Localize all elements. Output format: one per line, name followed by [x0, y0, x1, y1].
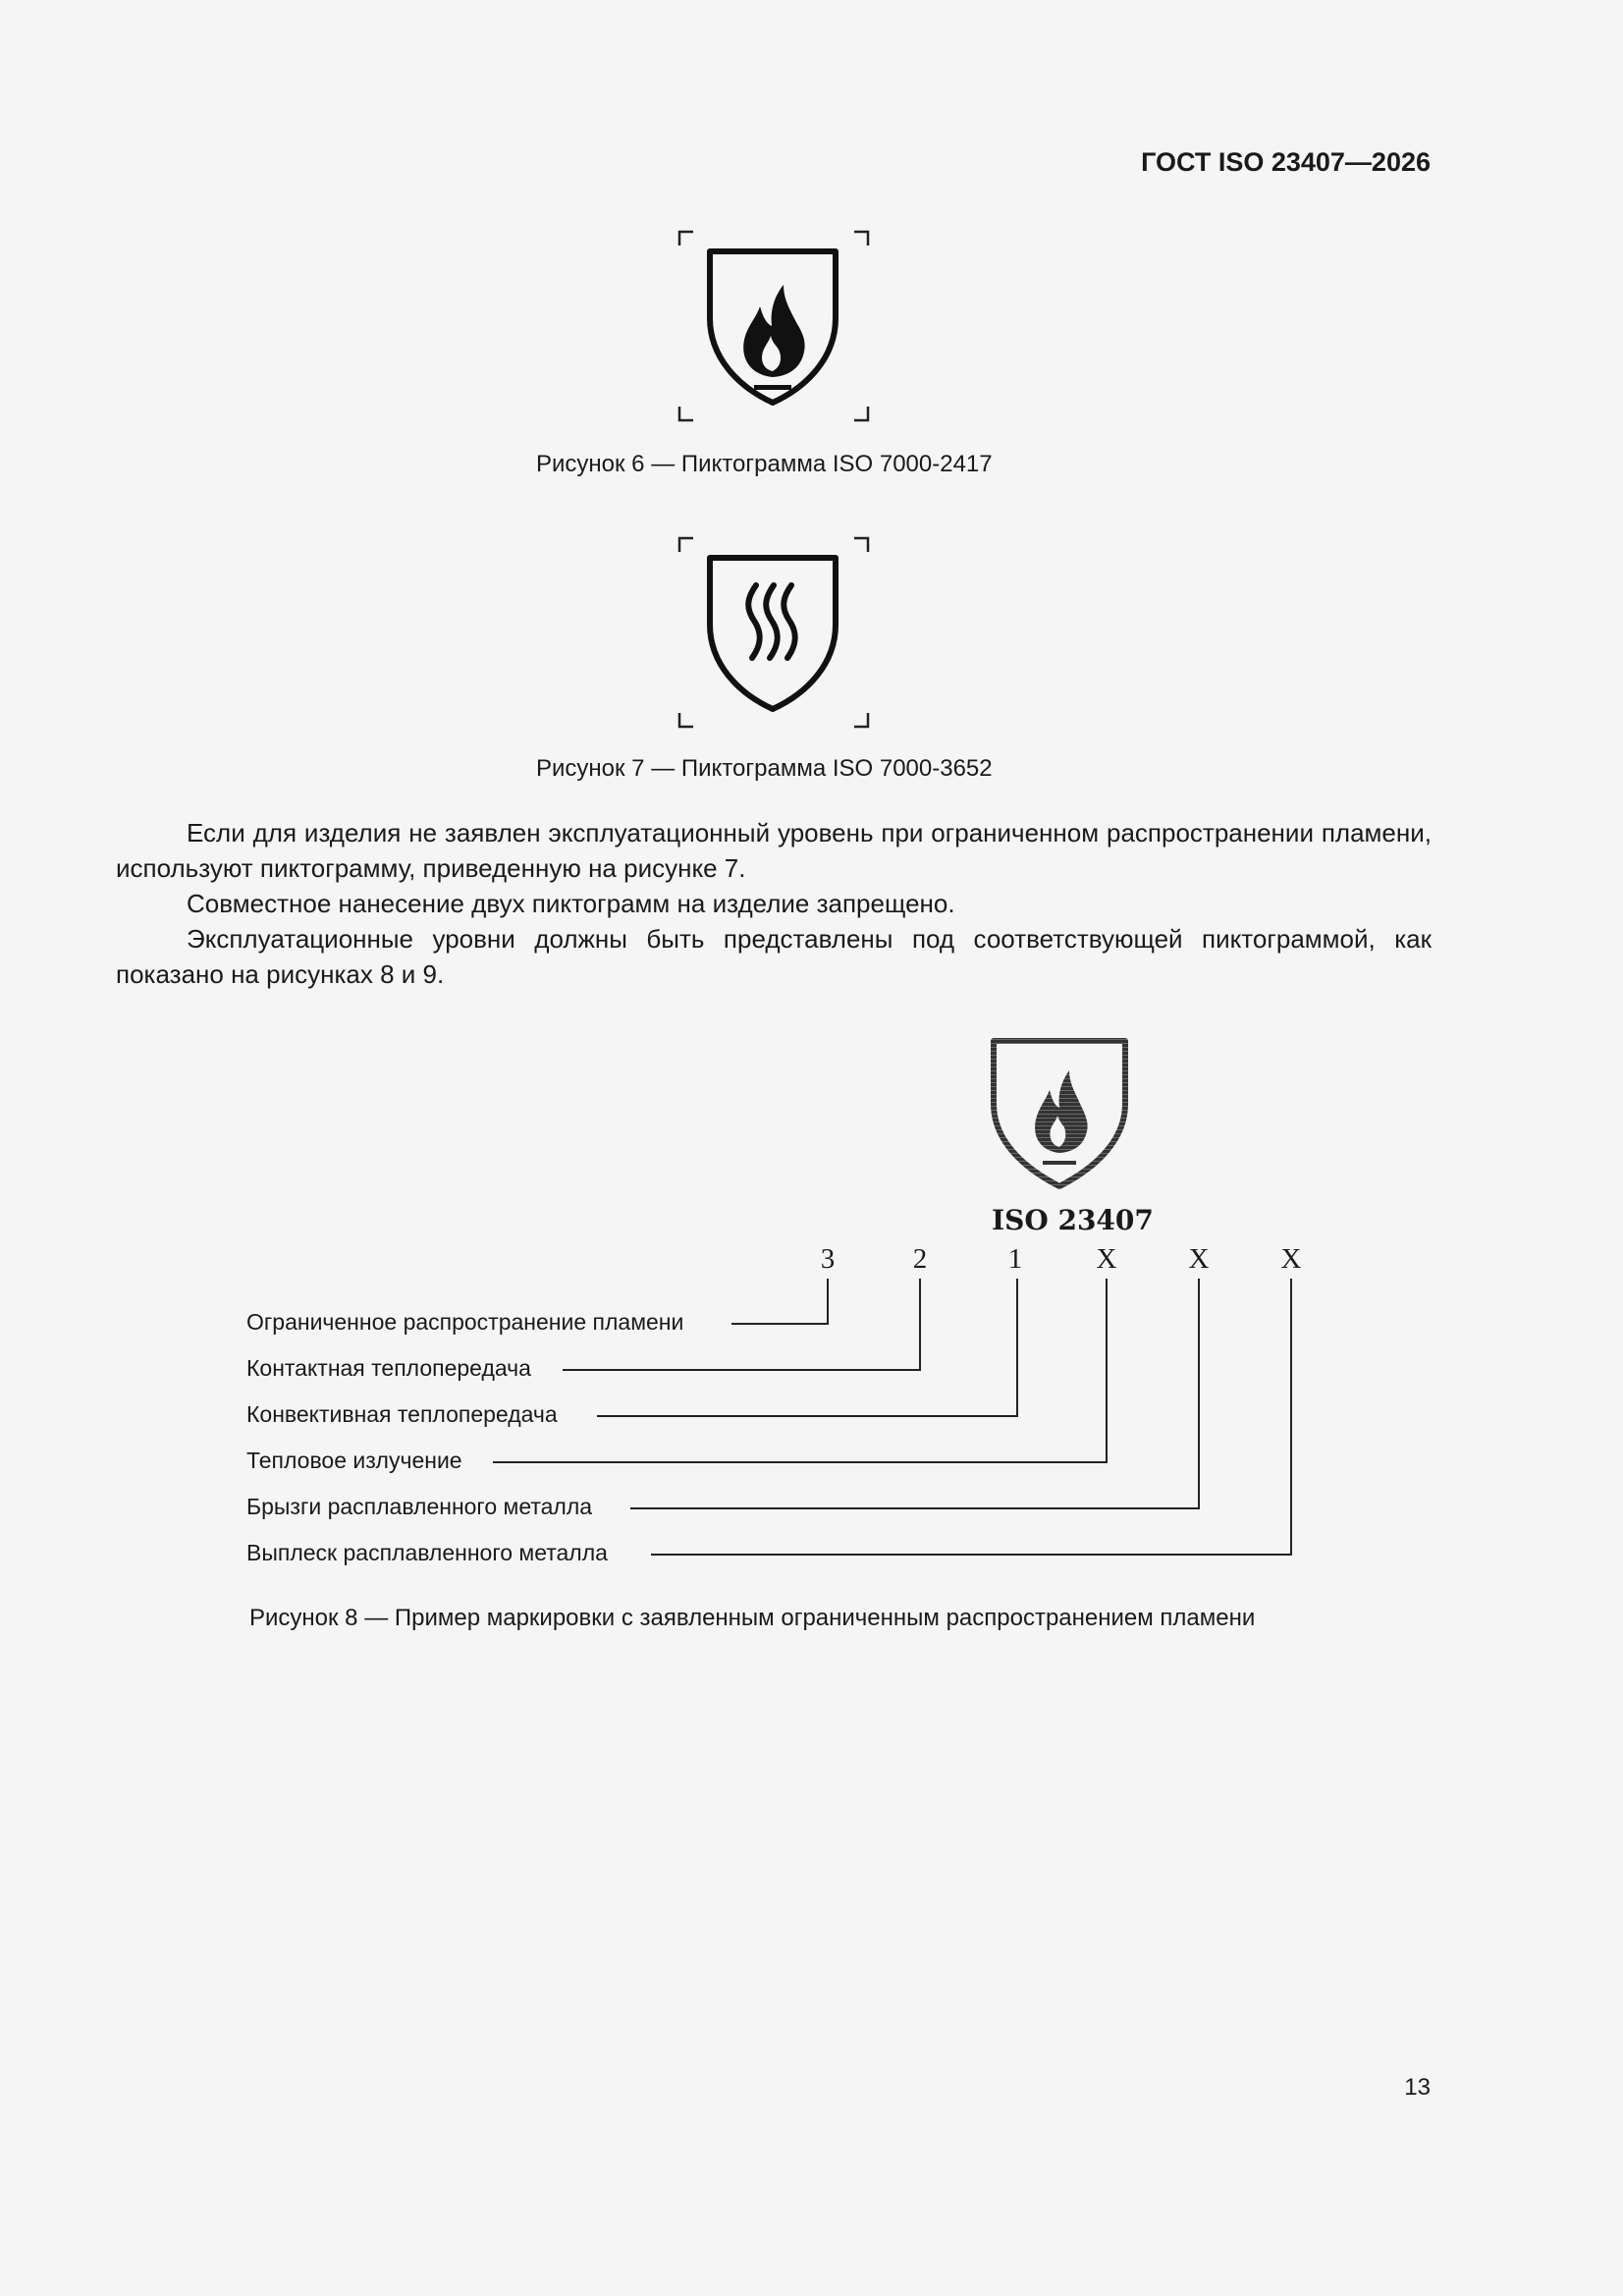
- figure-8-caption: Рисунок 8 — Пример маркировки с заявленным ограниченным распространением пламени: [249, 1605, 1256, 1631]
- document-header: ГОСТ ISO 23407—2026: [1141, 147, 1431, 177]
- paragraph-1: Если для изделия не заявлен эксплуатационный уровень при ограниченном распространении пламени, используют пиктограмму, приведенную на рисунке 7.: [116, 818, 1432, 883]
- legend-label: Выплеск расплавленного металла: [246, 1540, 608, 1565]
- code-digit: 2: [912, 1243, 928, 1275]
- code-digit: 3: [820, 1243, 836, 1275]
- code-digit: X: [1280, 1243, 1302, 1275]
- figure-7-caption: Рисунок 7 — Пиктограмма ISO 7000-3652: [536, 755, 993, 782]
- paragraph-3: Эксплуатационные уровни должны быть представлены под соответствующей пиктограммой, как показано на рисунках 8 и 9.: [116, 924, 1432, 989]
- legend-label: Контактная теплопередача: [246, 1355, 531, 1381]
- page-number: 13: [1404, 2074, 1431, 2101]
- figure-8-title: ISO 23407: [992, 1204, 1154, 1236]
- legend-label: Брызги расплавленного металла: [246, 1494, 593, 1519]
- paragraph-2: Совместное нанесение двух пиктограмм на изделие запрещено.: [187, 889, 955, 918]
- code-digit: X: [1096, 1243, 1117, 1275]
- legend-label: Конвективная теплопередача: [246, 1401, 558, 1427]
- code-digit: 1: [1007, 1243, 1023, 1275]
- legend-label: Тепловое излучение: [246, 1448, 462, 1473]
- figure-6-caption: Рисунок 6 — Пиктограмма ISO 7000-2417: [536, 451, 993, 477]
- legend-label: Ограниченное распространение пламени: [246, 1309, 684, 1335]
- code-digit: X: [1188, 1243, 1210, 1275]
